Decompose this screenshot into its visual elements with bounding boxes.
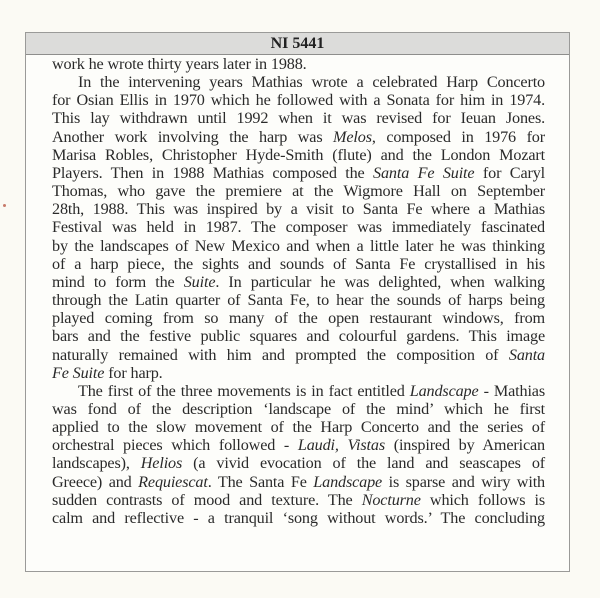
text-line (52, 146, 545, 164)
text-run: was fond of the description ‘landscape of the mind’ which he first (52, 399, 545, 418)
text-line (52, 182, 545, 200)
text-run: Players. Then in 1988 Mathias composed the (52, 163, 374, 182)
italic-title: Santa Fe Suite (373, 163, 475, 182)
italic-title: Melos (333, 127, 372, 146)
italic-title: Fe Suite (52, 363, 105, 382)
text-run: mind to form the (52, 272, 184, 291)
text-run: Greece) and (52, 472, 139, 491)
italic-title: Santa (508, 345, 545, 364)
text-run: . The Santa Fe (207, 472, 314, 491)
text-line (52, 382, 545, 400)
text-run: 28th, 1988. This was inspired by a visit to Santa Fe where a Mathias (52, 200, 545, 219)
text-run: for harp. (104, 363, 163, 382)
text-run: work he wrote thirty years later in 1988. (52, 55, 307, 73)
text-line (52, 346, 545, 364)
text-run: The first of the three movements is in fact entitled (78, 381, 410, 400)
liner-notes-body (52, 55, 545, 527)
italic-title: Landscape (313, 472, 383, 491)
text-run: which follows is (420, 490, 545, 509)
text-run: calm and reflective - a tranquil ‘song without words.’ The concluding (52, 508, 545, 527)
text-line (52, 418, 545, 436)
italic-title: Helios (140, 454, 183, 473)
text-line (52, 109, 545, 127)
text-run: naturally remained with him and prompted the composition of (52, 345, 509, 364)
text-line (52, 309, 545, 327)
text-line (52, 255, 545, 273)
text-line (52, 364, 545, 382)
text-line (52, 128, 545, 146)
text-run: (inspired by American (385, 436, 545, 455)
text-run: for Osian Ellis in 1970 which he followed with a Sonata for him in 1974. (52, 91, 545, 110)
italic-title: Landscape (409, 381, 479, 400)
text-line (52, 291, 545, 309)
text-line (52, 237, 545, 255)
text-run: Thomas, who gave the premiere at the Wigmore Hall on September (52, 182, 545, 201)
text-line (52, 473, 545, 491)
text-line (52, 164, 545, 182)
text-line (52, 436, 545, 454)
italic-title: Suite (183, 272, 216, 291)
text-run: is sparse and wiry with (382, 472, 545, 491)
text-run: . In particular he was delighted, when walking (215, 272, 545, 291)
text-line (52, 273, 545, 291)
text-run: orchestral pieces which followed - (52, 436, 298, 455)
text-run: bars and the festive public squares and colourful gardens. This image (52, 327, 545, 346)
text-run: by the landscapes of New Mexico and when a little later he was thinking (52, 236, 545, 255)
text-run: of a harp piece, the sights and sounds of Santa Fe crystallised in his (52, 254, 545, 273)
text-run: applied to the slow movement of the Harp Concerto and the series of (52, 418, 545, 437)
italic-title: Requiescat (138, 472, 208, 491)
text-line (52, 400, 545, 418)
text-run: , composed in 1976 for (371, 127, 545, 146)
text-line (52, 491, 545, 509)
catalogue-number-header: NI 5441 (26, 33, 569, 55)
text-line (52, 91, 545, 109)
scan-speck (3, 204, 6, 207)
text-line (52, 454, 545, 472)
text-run: landscapes), (52, 454, 141, 473)
text-run: Another work involving the harp was (52, 127, 334, 146)
text-run: through the Latin quarter of Santa Fe, to hear the sounds of harps being (52, 291, 545, 310)
text-run: (a vivid evocation of the land and seascapes of (182, 454, 545, 473)
text-run: sudden contrasts of mood and texture. The (52, 490, 362, 509)
text-line (52, 509, 545, 527)
text-line (52, 55, 545, 73)
italic-title: Nocturne (361, 490, 421, 509)
text-run: - Mathias (478, 381, 545, 400)
text-run: Festival was held in 1987. The composer was immediately fascinated (52, 218, 545, 237)
text-run: for Caryl (474, 163, 546, 182)
text-run: Marisa Robles, Christopher Hyde-Smith (flute) and the London Mozart (52, 145, 545, 164)
text-line (52, 73, 545, 91)
text-line (52, 200, 545, 218)
text-run: In the intervening years Mathias wrote a celebrated Harp Concerto (78, 73, 545, 92)
text-line (52, 218, 545, 236)
text-line (52, 327, 545, 345)
italic-title: Laudi, Vistas (297, 436, 385, 455)
text-run: This lay withdrawn until 1992 when it was revised for Ieuan Jones. (52, 109, 545, 128)
text-run: played coming from so many of the open restaurant windows, from (52, 309, 545, 328)
liner-notes-panel (25, 32, 570, 572)
